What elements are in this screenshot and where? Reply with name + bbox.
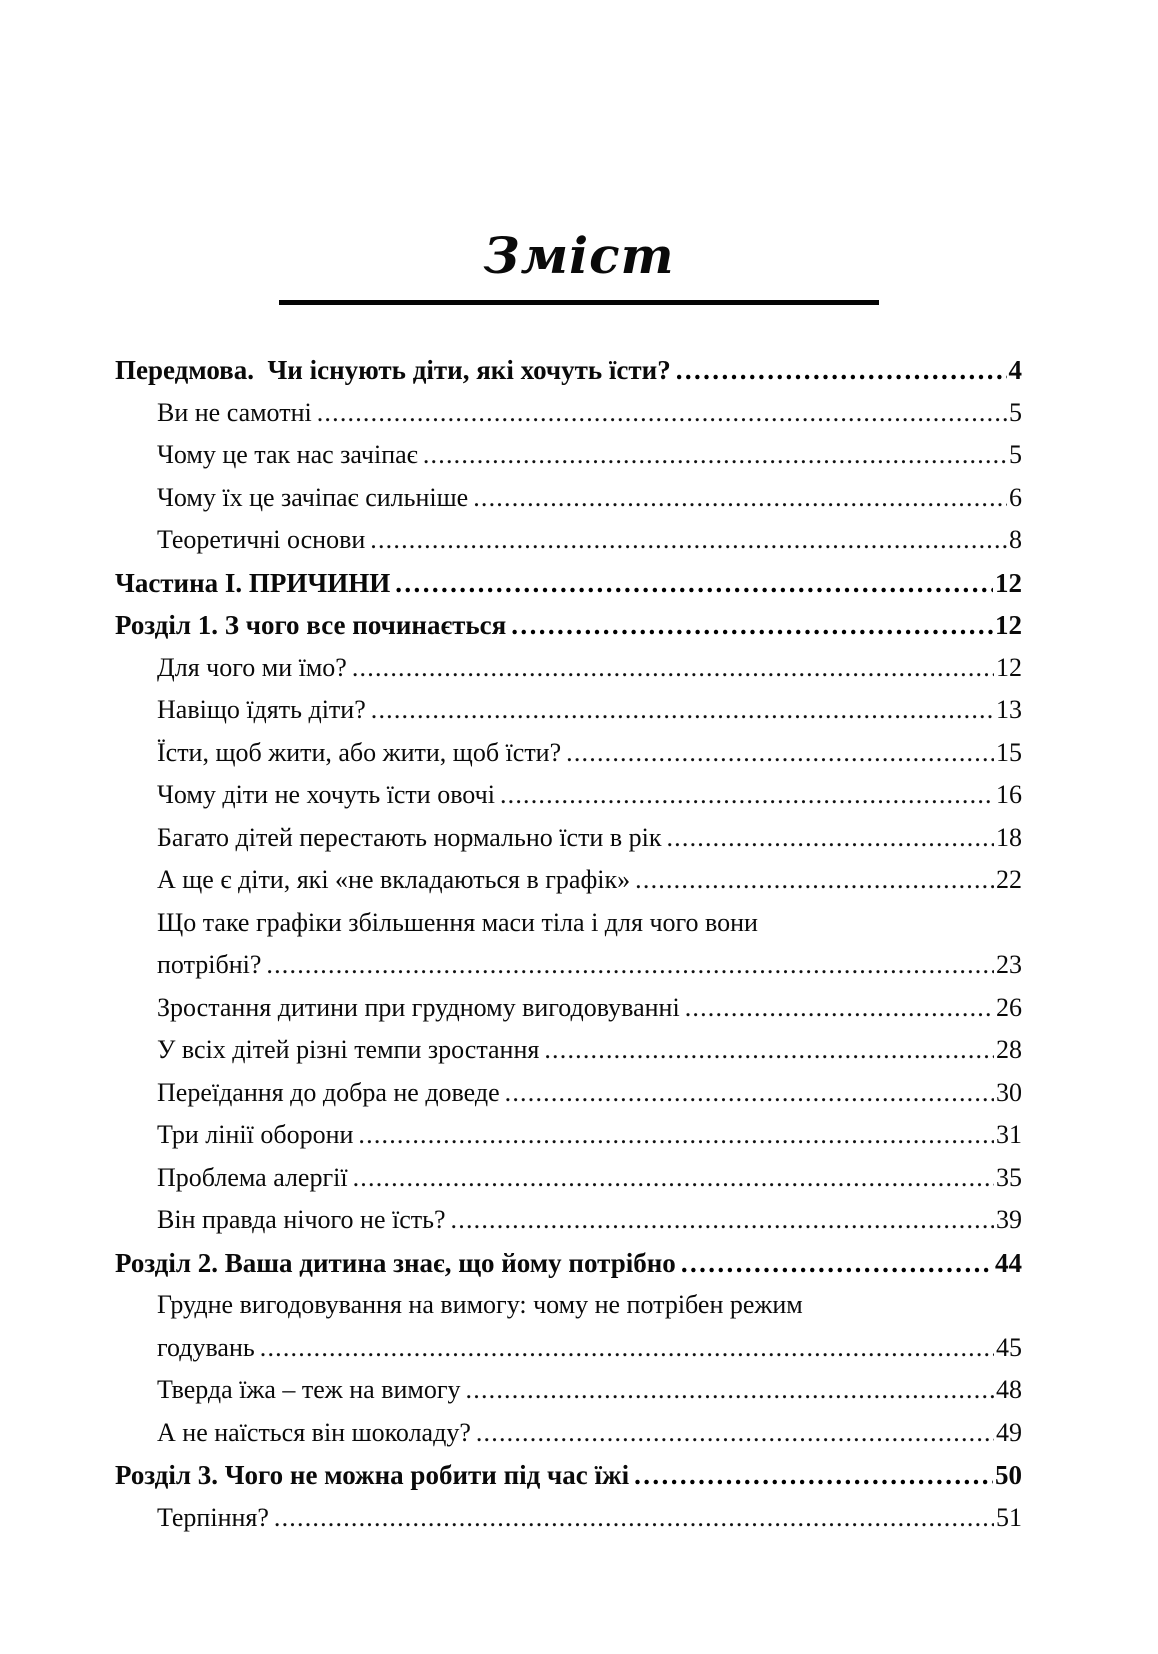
toc-entry xyxy=(115,519,1022,562)
dot-leader xyxy=(666,817,994,860)
toc-entry xyxy=(115,349,1022,392)
toc-page-number: 15 xyxy=(996,737,1022,767)
toc-entry-label: Для чого ми їмо? xyxy=(157,652,347,682)
table-of-contents xyxy=(0,305,1158,1539)
toc-entry xyxy=(115,902,1022,945)
toc-entry-label: А не наїсться він шоколаду? xyxy=(157,1417,471,1447)
toc-page-number: 16 xyxy=(996,780,1022,809)
toc-page-number: 35 xyxy=(996,1162,1022,1192)
toc-page-number: 18 xyxy=(996,822,1022,852)
toc-entry-continuation xyxy=(115,1327,1022,1370)
toc-entry-label: Чому їх це зачіпає сильніше xyxy=(157,482,469,512)
toc-entry xyxy=(115,774,1022,817)
toc-entry-label: Теоретичні основи xyxy=(157,525,366,554)
toc-page-number: 26 xyxy=(996,992,1022,1022)
dot-leader xyxy=(566,732,994,775)
toc-entry xyxy=(115,817,1022,860)
toc-page-number: 4 xyxy=(1008,355,1022,385)
toc-entry xyxy=(115,859,1022,902)
toc-entry xyxy=(115,1412,1022,1455)
toc-entry xyxy=(115,1072,1022,1115)
toc-entry-label: Частина І. ПРИЧИНИ xyxy=(115,567,391,598)
toc-entry-label: потрібні? xyxy=(157,950,262,979)
toc-entry xyxy=(115,1199,1022,1242)
toc-entry xyxy=(115,647,1022,690)
dot-leader xyxy=(260,1327,994,1370)
dot-leader xyxy=(395,562,993,605)
dot-leader xyxy=(317,392,1007,435)
toc-entry-label: Проблема алергії xyxy=(157,1162,348,1192)
toc-entry xyxy=(115,1157,1022,1200)
toc-entry xyxy=(115,1114,1022,1157)
dot-leader xyxy=(544,1029,994,1072)
toc-entry xyxy=(115,689,1022,732)
toc-entry xyxy=(115,477,1022,520)
toc-entry-label: годувань xyxy=(157,1332,255,1362)
toc-page-number: 48 xyxy=(996,1375,1022,1404)
dot-leader xyxy=(353,1157,994,1200)
toc-entry-label: Він правда нічого не їсть? xyxy=(157,1205,446,1234)
toc-entry xyxy=(115,1369,1022,1412)
toc-entry-label: Грудне вигодовування на вимогу: чому не потрібен режим xyxy=(157,1290,803,1319)
toc-page-number: 13 xyxy=(996,695,1022,724)
toc-entry xyxy=(115,604,1022,647)
toc-entry-label: Розділ 2. Ваша дитина знає, що йому потрібно xyxy=(115,1247,676,1278)
toc-entry-label: А ще є діти, які «не вкладаються в графік» xyxy=(157,865,631,894)
dot-leader xyxy=(634,1454,993,1497)
toc-entry-label: Розділ 1. З чого все починається xyxy=(115,610,507,640)
toc-entry-label: Чому діти не хочуть їсти овочі xyxy=(157,780,495,809)
toc-entry-label: Що таке графіки збільшення маси тіла і для чого вони xyxy=(157,907,758,937)
toc-page-number: 22 xyxy=(996,865,1022,894)
toc-page-number: 39 xyxy=(996,1205,1022,1234)
toc-page-number: 12 xyxy=(995,610,1022,640)
toc-entry xyxy=(115,562,1022,605)
toc-page-number: 44 xyxy=(995,1247,1022,1278)
dot-leader xyxy=(511,604,993,647)
toc-entry-label: Три лінії оборони xyxy=(157,1120,354,1149)
toc-entry-label: Зростання дитини при грудному вигодовуванні xyxy=(157,992,680,1022)
dot-leader xyxy=(266,944,994,987)
toc-page-number: 31 xyxy=(996,1120,1022,1149)
page-title: Зміст xyxy=(483,226,675,285)
dot-leader xyxy=(371,689,994,732)
dot-leader xyxy=(370,519,1007,562)
toc-page-number: 12 xyxy=(996,652,1022,682)
toc-entry-label: У всіх дітей різні темпи зростання xyxy=(157,1035,540,1064)
toc-page-number: 5 xyxy=(1009,397,1022,427)
dot-leader xyxy=(466,1369,994,1412)
toc-entry-label: Розділ 3. Чого не можна робити під час їжі xyxy=(115,1460,630,1490)
toc-entry-label: Переїдання до добра не доведе xyxy=(157,1077,500,1107)
toc-entry-label: Чому це так нас зачіпає xyxy=(157,440,418,469)
toc-entry-label: Ви не самотні xyxy=(157,397,312,427)
toc-page-number: 5 xyxy=(1009,440,1022,469)
dot-leader xyxy=(681,1242,993,1285)
dot-leader xyxy=(476,1412,994,1455)
toc-page-number: 49 xyxy=(996,1417,1022,1447)
toc-entry xyxy=(115,1029,1022,1072)
toc-page-number: 51 xyxy=(996,1502,1022,1532)
toc-entry xyxy=(115,1242,1022,1285)
toc-page-number: 45 xyxy=(996,1332,1022,1362)
toc-entry xyxy=(115,987,1022,1030)
toc-entry-label: Тверда їжа – теж на вимогу xyxy=(157,1375,461,1404)
toc-page-number: 8 xyxy=(1009,525,1022,554)
dot-leader xyxy=(423,434,1007,477)
dot-leader xyxy=(451,1199,994,1242)
dot-leader xyxy=(635,859,994,902)
dot-leader xyxy=(473,477,1007,520)
toc-entry xyxy=(115,1284,1022,1327)
dot-leader xyxy=(358,1114,994,1157)
toc-entry xyxy=(115,1454,1022,1497)
dot-leader xyxy=(676,349,1007,392)
toc-page-number: 28 xyxy=(996,1035,1022,1064)
toc-entry xyxy=(115,392,1022,435)
toc-page-number: 50 xyxy=(995,1460,1022,1490)
dot-leader xyxy=(274,1497,994,1540)
toc-entry-label: Багато дітей перестають нормально їсти в рік xyxy=(157,822,662,852)
toc-page-number: 6 xyxy=(1009,482,1022,512)
dot-leader xyxy=(505,1072,994,1115)
toc-entry-label: Навіщо їдять діти? xyxy=(157,695,366,724)
dot-leader xyxy=(352,647,994,690)
toc-entry xyxy=(115,434,1022,477)
dot-leader xyxy=(500,774,994,817)
toc-entry-label: Терпіння? xyxy=(157,1502,269,1532)
toc-entry xyxy=(115,732,1022,775)
toc-page-number: 12 xyxy=(995,567,1022,598)
toc-page-number: 23 xyxy=(996,950,1022,979)
toc-entry-continuation xyxy=(115,944,1022,987)
toc-entry-label: Передмова. Чи існують діти, які хочуть їсти? xyxy=(115,355,671,385)
toc-entry-label: Їсти, щоб жити, або жити, щоб їсти? xyxy=(157,737,562,767)
toc-entry xyxy=(115,1497,1022,1540)
toc-page-number: 30 xyxy=(996,1077,1022,1107)
dot-leader xyxy=(685,987,994,1030)
